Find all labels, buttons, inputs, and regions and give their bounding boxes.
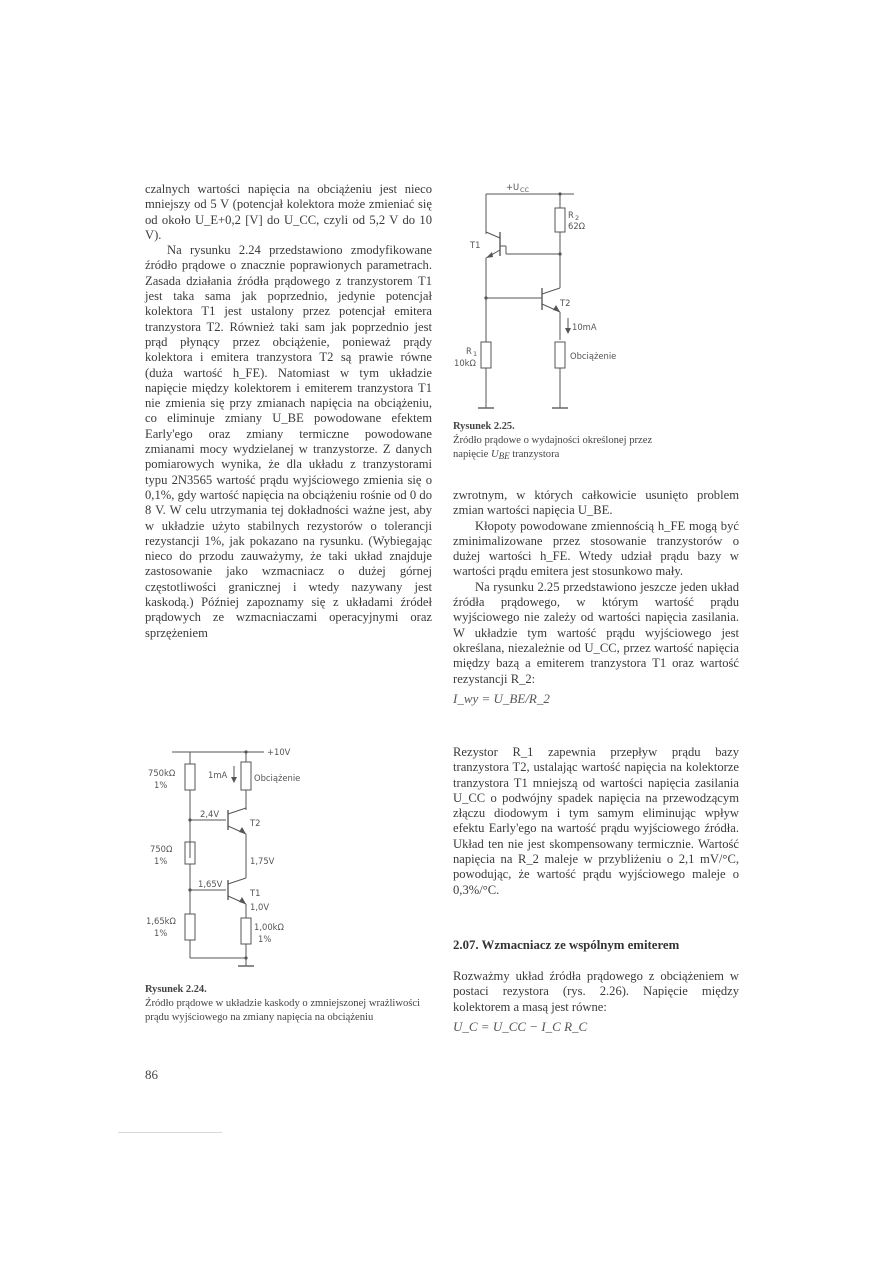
figure-2-24-caption (145, 983, 435, 1025)
caption-text: BE (498, 451, 510, 461)
r1-label: R (466, 346, 472, 356)
paragraph: czalnych wartości napięcia na obciążeniu jest nieco mniejszy od 5 V (potencjał kolektora może zmieniać się od około U_E+0,2 [V] do U_CC, czyli od 5,2 V do 10 V). (145, 182, 432, 242)
load-label: Obciążenie (254, 773, 301, 783)
r-mid-label: 750Ω (150, 844, 173, 854)
r2-resistor (555, 208, 565, 232)
vcc-label: +10V (267, 747, 291, 757)
v-10-label: 1,0V (250, 902, 270, 912)
r1-resistor (481, 342, 491, 368)
formula: I_wy = U_BE/R_2 (453, 690, 550, 706)
r2-value: 62Ω (568, 221, 586, 231)
r-e-label: 1,00kΩ (254, 922, 284, 932)
figure-2-24-circuit (146, 738, 346, 974)
caption-text: Źródło prądowe w układzie kaskody o zmniejszonej wrażliwości prądu wyjściowego na zmiany napięcia na obciążeniu (145, 998, 421, 1023)
current-label: 10mA (572, 322, 597, 332)
right-text-column (453, 745, 739, 898)
ucc-label: +U (506, 182, 520, 192)
paragraph: Na rysunku 2.24 przedstawiono zmodyfikowane źródło prądowe o znacznie poprawionych parametrach. Zasada działania źródła prądowego z tranzystorem T1 jest taka sama jak poprzednio, jedynie potencjał kolektora T1 jest ustalony przez potencjał emitera tranzystora T2. Również taki sam jak poprzednio jest prąd płynący przez obciążenie, ponieważ prądy kolektora i emitera tranzystora T2 są prawie równe (duża wartość h_FE). Natomiast w tym układzie napięcie między kolektorem i emiterem tranzystora T1 nie zmienia się przy zmianach napięcia na obciążeniu, co eliminuje zmiany U_BE powodowane efektem Early'ego oraz zmiany termiczne powodowane zmianami mocy wydzielanej w tranzystorze. Z danych pomiarowych wynika, że dla układu z tranzystorami typu 2N3565 wartość prądu wyjściowego zmienia się o 0,1%, gdy wartość napięcia na obciążeniu rośnie od 0 do 8 V. W celu utrzymania tej dokładności ważne jest, aby w układzie użyto stabilnych rezystorów o tolerancji rezystancji 1%, jak pokazano na rysunku. (Wybiegając nieco do przodu zauważymy, że taki układ znajduje zastosowanie jako wzmacniacz o dużej górnej częstotliwości granicznej i wtedy nazywany jest kaskodą.) Później zapoznamy się z układami źródeł prądowych ze wzmacniaczami operacyjnymi oraz sprzężeniem (145, 243, 432, 640)
paragraph: Kłopoty powodowane zmiennością h_FE mogą być zminimalizowane przez stosowanie tranzystorów o dużej wartości h_FE. Wtedy udział prądu bazy w wartości prądu emitera jest stosunkowo mały. (453, 518, 739, 579)
page-number: 86 (145, 1067, 158, 1082)
caption-label: Rysunek 2.24. (145, 984, 207, 995)
r1-value: 10kΩ (454, 358, 476, 368)
t2-label: T2 (250, 818, 261, 828)
paragraph: Rozważmy układ źródła prądowego z obciążeniem w postaci rezystora (rys. 2.26). Napięcie między kolektorem a masą jest równe: (453, 969, 739, 1014)
v-24-label: 2,4V (200, 809, 220, 819)
figure-2-25-circuit (454, 172, 662, 412)
caption-text: Źródło prądowe o wydajności określonej przez (453, 435, 653, 446)
left-text-column (145, 182, 432, 641)
r-bot-tol: 1% (154, 928, 168, 938)
load-box (241, 762, 251, 790)
caption-label: Rysunek 2.25. (453, 421, 515, 432)
t2-label: T2 (560, 298, 571, 308)
formula: U_C = U_CC − I_C R_C (453, 1018, 588, 1034)
v-175-label: 1,75V (250, 856, 275, 866)
load-label: Obciążenie (570, 351, 617, 361)
r2-sub: 2 (575, 214, 580, 222)
r-top-label: 750kΩ (148, 768, 176, 778)
t1-label: T1 (250, 888, 261, 898)
t1-label: T1 (470, 240, 481, 250)
paragraph: Na rysunku 2.25 przedstawiono jeszcze jeden układ źródła prądowego, w którym wartość prądu wyjściowego nie zależy od wartości napięcia zasilania. W układzie tym wartość prądu wyjściowego jest określana, niezależnie od U_CC, przez wartość napięcia między bazą a emiterem tranzystora T1 oraz wartość rezystancji R_2: (453, 579, 739, 686)
r-mid-tol: 1% (154, 856, 168, 866)
v-165-label: 1,65V (198, 879, 223, 889)
right-text-column (453, 969, 739, 1038)
load-box (555, 342, 565, 368)
r-e-resistor (241, 918, 251, 944)
r-bot-label: 1,65kΩ (146, 916, 176, 926)
caption-text: napięcie (453, 449, 491, 460)
ucc-sub: CC (520, 186, 530, 194)
r-top-resistor (185, 764, 195, 790)
caption-text: tranzystora (509, 449, 560, 460)
paragraph: Rezystor R_1 zapewnia przepływ prądu bazy tranzystora T2, ustalając wartość napięcia na kolektorze tranzystora T1 mniejszą od wartości napięcia zasilania U_CC o podwójny spadek napięcia na przewodzącym złączu diodowym i tym samym eliminując wpływ efektu Early'ego na wartość prądu wyjściowego źródła. Układ ten nie jest skompensowany termicznie. Wartość napięcia na R_2 maleje w przybliżeniu o 2,1 mV/°C, powodując, że wartość prądu wyjściowego maleje o 0,3%/°C. (453, 745, 739, 897)
paragraph: zwrotnym, w których całkowicie usunięto problem zmian wartości napięcia U_BE. (453, 488, 739, 518)
r1-sub: 1 (473, 350, 478, 358)
figure-2-25-caption (453, 420, 743, 463)
r-e-tol: 1% (258, 934, 272, 944)
current-label: 1mA (208, 770, 228, 780)
right-text-column (453, 488, 739, 710)
footer-divider (118, 1132, 222, 1133)
r-bot-resistor (185, 914, 195, 940)
r-top-tol: 1% (154, 780, 168, 790)
caption-text: U (490, 449, 499, 460)
r2-label: R (568, 210, 574, 220)
section-heading: 2.07. Wzmacniacz ze wspólnym emiterem (453, 938, 680, 952)
